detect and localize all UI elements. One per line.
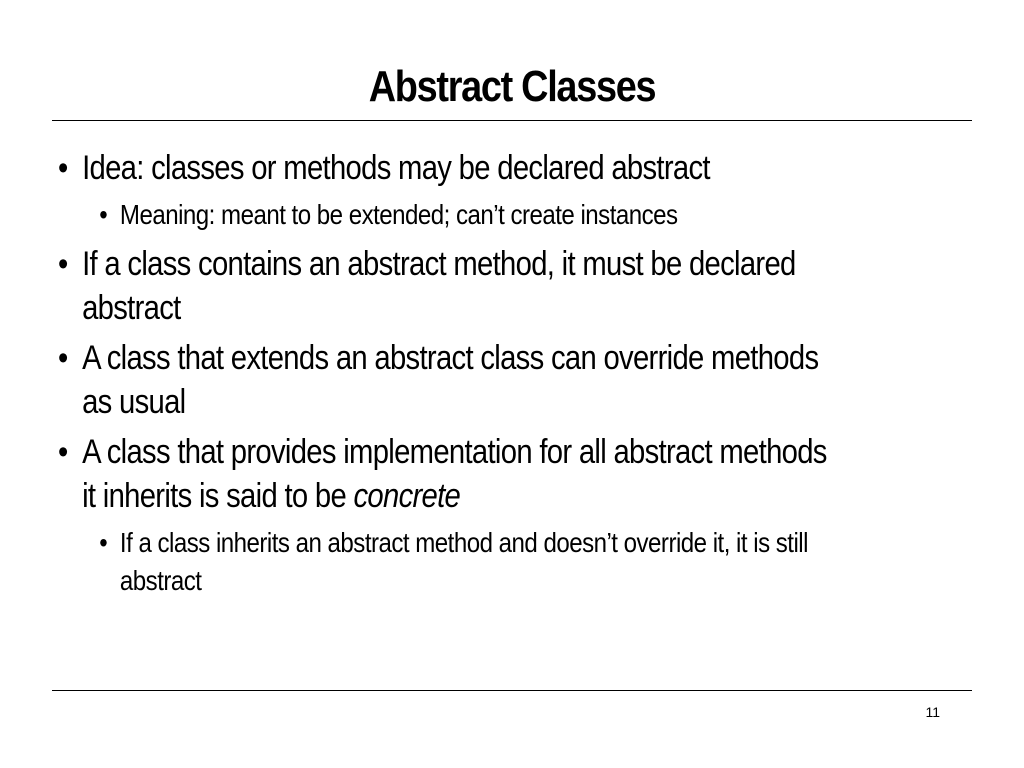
bullet-text-line1: A class that provides implementation for all abstract methods <box>82 433 827 471</box>
slide-title: Abstract Classes <box>368 62 656 111</box>
bullet-text: Idea: classes or methods may be declared abstract <box>82 149 710 187</box>
emphasis-concrete: concrete <box>353 477 461 515</box>
bullet-item <box>58 430 952 518</box>
sub-bullet-dot: • <box>99 199 108 230</box>
sub-bullet-text-line2: abstract <box>119 565 202 596</box>
sub-bullet-text-line1: If a class inherits an abstract method and doesn’t override it, it is still <box>119 527 808 558</box>
sub-bullet-item <box>58 524 952 600</box>
bottom-divider <box>52 690 972 691</box>
bullet-item <box>58 242 952 330</box>
bullet-dot: • <box>58 149 68 187</box>
top-divider <box>52 120 972 121</box>
sub-bullet-dot: • <box>99 527 108 558</box>
bullet-text-line2: it inherits is said to be <box>82 477 354 515</box>
bullet-text-line2: abstract <box>82 289 181 327</box>
page-number: 11 <box>925 704 940 720</box>
bullet-dot: • <box>58 433 68 471</box>
sub-bullet-item <box>58 196 952 234</box>
bullet-text-line1: A class that extends an abstract class can override methods <box>82 339 819 377</box>
sub-bullet-text: Meaning: meant to be extended; can’t create instances <box>119 199 678 230</box>
bullet-item <box>58 336 952 424</box>
bullet-text-line2: as usual <box>82 383 186 421</box>
bullet-text-line1: If a class contains an abstract method, it must be declared <box>82 245 796 283</box>
bullet-dot: • <box>58 245 68 283</box>
bullet-item <box>58 146 952 190</box>
slide-content <box>58 146 952 608</box>
bullet-dot: • <box>58 339 68 377</box>
